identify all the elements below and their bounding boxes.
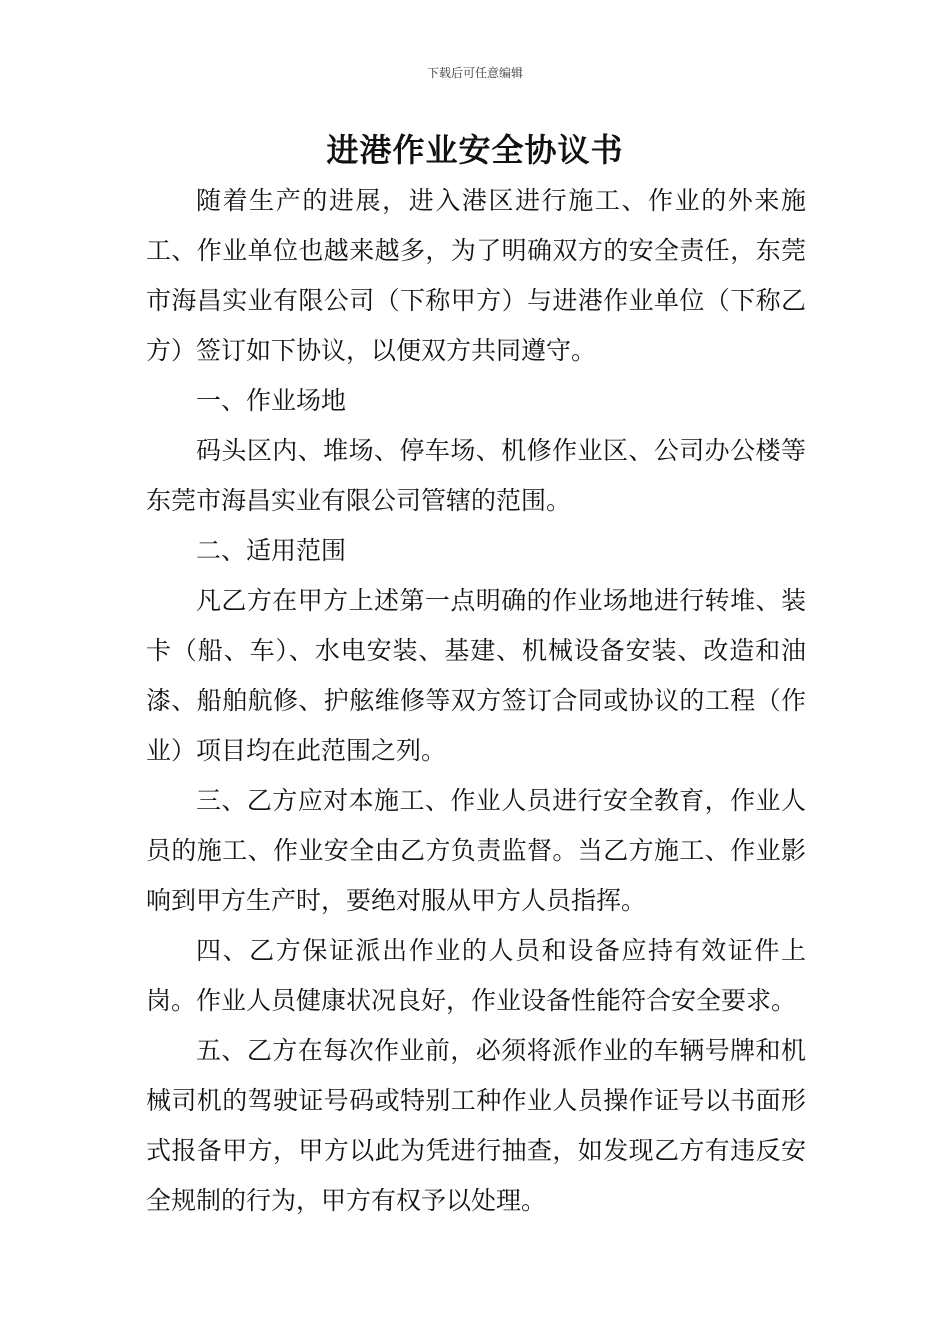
section-heading-work-site: 一、作业场地	[196, 386, 347, 415]
intro-paragraph: 随着生产的进展，进入港区进行施工、作业的外来施工、作业单位也越来越多，为了明确双方的安全责任，东莞市海昌实业有限公司（下称甲方）与进港作业单位（下称乙方）签订如下协议，以便双方共同遵守。	[146, 186, 806, 365]
section-heading-scope: 二、适用范围	[196, 536, 347, 565]
work-site-paragraph: 码头区内、堆场、停车场、机修作业区、公司办公楼等东莞市海昌实业有限公司管辖的范围。	[146, 436, 806, 515]
header-note: 下载后可任意编辑	[426, 66, 523, 80]
clause-five-paragraph: 五、乙方在每次作业前，必须将派作业的车辆号牌和机械司机的驾驶证号码或特别工种作业人员操作证号以书面形式报备甲方，甲方以此为凭进行抽查，如发现乙方有违反安全规制的行为，甲方有权予以处理。	[146, 1036, 806, 1215]
document-title: 进港作业安全协议书	[326, 131, 624, 169]
clause-four-paragraph: 四、乙方保证派出作业的人员和设备应持有效证件上岗。作业人员健康状况良好，作业设备性能符合安全要求。	[146, 936, 806, 1015]
document-body	[146, 176, 806, 1226]
scope-paragraph: 凡乙方在甲方上述第一点明确的作业场地进行转堆、装卡（船、车）、水电安装、基建、机械设备安装、改造和油漆、船舶航修、护舷维修等双方签订合同或协议的工程（作业）项目均在此范围之列。	[146, 586, 806, 765]
clause-three-paragraph: 三、乙方应对本施工、作业人员进行安全教育，作业人员的施工、作业安全由乙方负责监督。当乙方施工、作业影响到甲方生产时，要绝对服从甲方人员指挥。	[146, 786, 806, 915]
